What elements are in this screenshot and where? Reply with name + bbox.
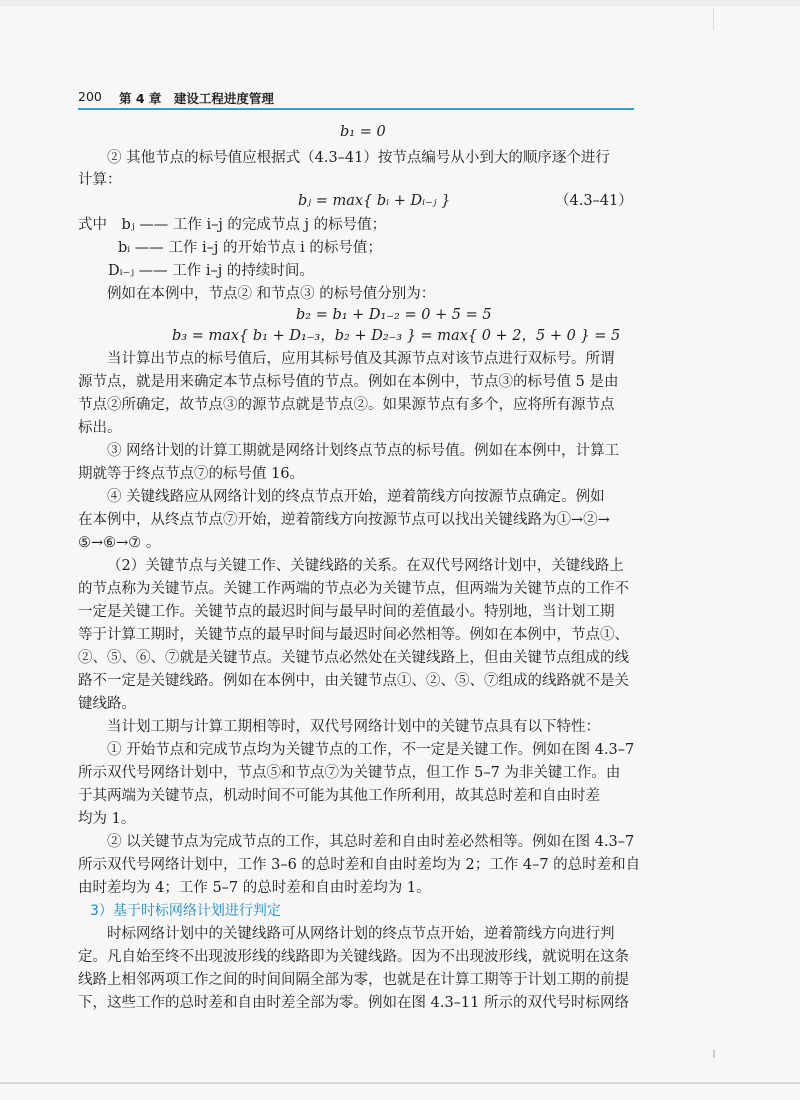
paragraph-line: 等于计算工期时，关键节点的最早时间与最迟时间必然相等。例如在本例中，节点①、 — [78, 627, 629, 643]
definition-line: bᵢ —— 工作 i–j 的开始节点 i 的标号值； — [118, 240, 382, 256]
definition-line: Dᵢ₋ⱼ —— 工作 i–j 的持续时间。 — [108, 263, 314, 279]
scan-mark — [713, 1050, 715, 1058]
paragraph-line: 下，这些工作的总时差和自由时差全部为零。例如在图 4.3–11 所示的双代号时标网络 — [78, 995, 629, 1011]
paragraph-line: 路不一定是关键线路。例如在本例中，由关键节点①、②、⑤、⑦组成的线路就不是关 — [78, 673, 629, 689]
scan-mark — [713, 8, 714, 30]
paragraph-line: 键线路。 — [78, 696, 136, 712]
paragraph-line: 源节点，就是用来确定本节点标号值的节点。例如在本例中，节点③的标号值 5 是由 — [78, 374, 619, 390]
formula-bj: bⱼ = max{ bᵢ + Dᵢ₋ⱼ } — [298, 193, 451, 209]
paragraph-line: ① 开始节点和完成节点均为关键节点的工作，不一定是关键工作。例如在图 4.3–7 — [107, 742, 635, 758]
paragraph-line: 于其两端为关键节点，机动时间不可能为其他工作所利用，故其总时差和自由时差 — [78, 788, 600, 804]
paragraph-line: （2）关键节点与关键工作、关键线路的关系。在双代号网络计划中，关键线路上 — [107, 558, 624, 574]
paragraph-line: 一定是关键工作。关键节点的最迟时间与最早时间的差值最小。特别地，当计划工期 — [78, 604, 615, 620]
paragraph-line: ② 其他节点的标号值应根据式（4.3–41）按节点编号从小到大的顺序逐个进行 — [107, 150, 610, 166]
page-header — [78, 89, 634, 109]
formula-b3: b₃ = max{ b₁ + D₁₋₃，b₂ + D₂₋₃ } = max{ 0 + 2，5 + 0 } = 5 — [172, 328, 621, 344]
paragraph-line: 例如在本例中，节点② 和节点③ 的标号值分别为： — [107, 286, 436, 302]
paragraph-line: 当计算出节点的标号值后，应用其标号值及其源节点对该节点进行双标号。所谓 — [107, 351, 615, 367]
paragraph-line: 时标网络计划中的关键线路可从网络计划的终点节点开始，逆着箭线方向进行判 — [107, 926, 615, 942]
page-number: 200 — [78, 89, 102, 104]
paragraph-line: ②、⑤、⑥、⑦就是关键节点。关键节点必然处在关键线路上，但由关键节点组成的线 — [78, 650, 629, 666]
definition-line: 式中 bⱼ —— 工作 i–j 的完成节点 j 的标号值； — [78, 217, 387, 233]
paragraph-line: 所示双代号网络计划中，工作 3–6 的总时差和自由时差均为 2；工作 4–7 的总时差和自 — [78, 857, 641, 873]
paragraph-line: 均为 1。 — [78, 811, 136, 827]
paragraph-line: 线路上相邻两项工作之间的时间间隔全部为零，也就是在计算工期等于计划工期的前提 — [78, 972, 629, 988]
paragraph-line: ③ 网络计划的计算工期就是网络计划终点节点的标号值。例如在本例中，计算工 — [107, 443, 620, 459]
paragraph-line: 节点②所确定，故节点③的源节点就是节点②。如果源节点有多个，应将所有源节点 — [78, 397, 615, 413]
paragraph-line: ⑤→⑥→⑦ 。 — [78, 535, 161, 551]
paragraph-line: ④ 关键线路应从网络计划的终点节点开始，逆着箭线方向按源节点确定。例如 — [107, 489, 605, 505]
paragraph-line: ② 以关键节点为完成节点的工作，其总时差和自由时差必然相等。例如在图 4.3–7 — [107, 834, 635, 850]
equation-number: （4.3–41） — [555, 193, 633, 209]
paragraph-line: 所示双代号网络计划中，节点⑤和节点⑦为关键节点，但工作 5–7 为非关键工作。由 — [78, 765, 621, 781]
paragraph-line: 在本例中，从终点节点⑦开始，逆着箭线方向按源节点可以找出关键线路为①→②→ — [78, 512, 610, 528]
paragraph-line: 定。凡自始至终不出现波形线的线路即为关键线路。因为不出现波形线，就说明在这条 — [78, 949, 629, 965]
section-heading: 3）基于时标网络计划进行判定 — [90, 903, 281, 919]
formula-b2: b₂ = b₁ + D₁₋₂ = 0 + 5 = 5 — [296, 307, 492, 323]
paragraph-line: 期就等于终点节点⑦的标号值 16。 — [78, 466, 305, 482]
paragraph-line: 标出。 — [78, 420, 122, 436]
paragraph-line: 由时差均为 4；工作 5–7 的总时差和自由时差均为 1。 — [78, 880, 431, 896]
scan-top-edge — [0, 0, 800, 6]
paragraph-line: 的节点称为关键节点。关键工作两端的节点必为关键节点，但两端为关键节点的工作不 — [78, 581, 629, 597]
chapter-title: 第 4 章 建设工程进度管理 — [119, 91, 274, 106]
formula-b1: b₁ = 0 — [340, 124, 386, 140]
paragraph-line: 当计划工期与计算工期相等时，双代号网络计划中的关键节点具有以下特性： — [107, 719, 600, 735]
paragraph-line: 计算： — [78, 172, 122, 188]
header-rule — [78, 108, 634, 110]
scan-bottom-edge — [0, 1082, 800, 1084]
